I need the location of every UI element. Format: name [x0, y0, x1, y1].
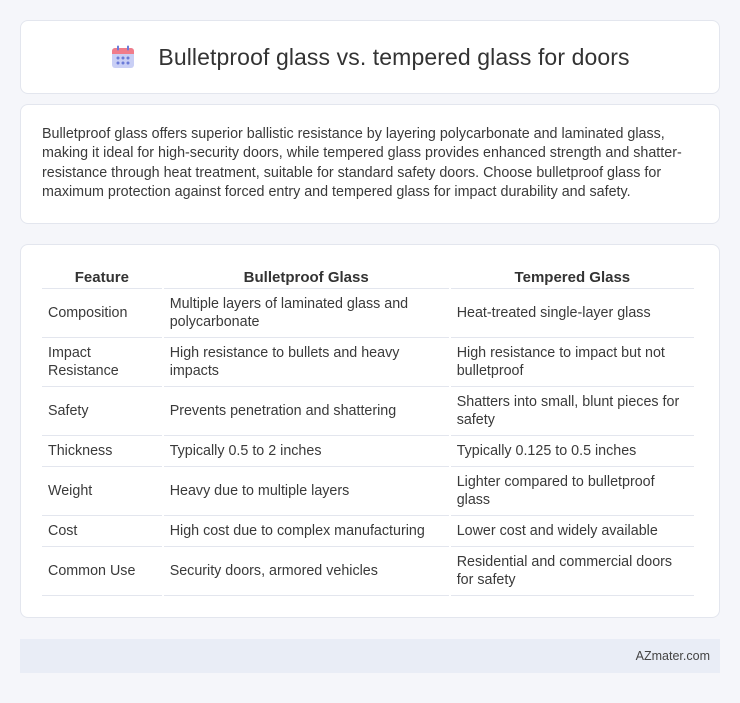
- title-card: [20, 20, 720, 94]
- table-row: [42, 547, 694, 596]
- cell-bulletproof: Heavy due to multiple layers: [164, 467, 449, 516]
- cell-feature: Safety: [42, 387, 162, 436]
- header-tempered-glass: Tempered Glass: [451, 265, 694, 289]
- table-row: [42, 387, 694, 436]
- table-header-row: [42, 265, 694, 289]
- summary-card: [20, 104, 720, 224]
- cell-feature: Common Use: [42, 547, 162, 596]
- cell-tempered: Residential and commercial doors for safety: [451, 547, 694, 596]
- cell-feature: Composition: [42, 289, 162, 338]
- page-title: Bulletproof glass vs. tempered glass for doors: [158, 43, 630, 70]
- cell-feature: Impact Resistance: [42, 338, 162, 387]
- cell-feature: Thickness: [42, 436, 162, 467]
- cell-feature: Cost: [42, 516, 162, 547]
- cell-tempered: High resistance to impact but not bulletproof: [451, 338, 694, 387]
- cell-bulletproof: High cost due to complex manufacturing: [164, 516, 449, 547]
- table-row: [42, 467, 694, 516]
- table-row: [42, 516, 694, 547]
- cell-bulletproof: Security doors, armored vehicles: [164, 547, 449, 596]
- cell-bulletproof: Multiple layers of laminated glass and polycarbonate: [164, 289, 449, 338]
- summary-text: Bulletproof glass offers superior ballistic resistance by layering polycarbonate and laminated glass, making it ideal for high-security doors, while tempered glass provides enhanced strength and shatter-resistance through heat treatment, suitable for standard safety doors. Choose bulletproof glass for maximum protection against forced entry and tempered glass for impact durability and safety.: [42, 126, 682, 200]
- cell-tempered: Shatters into small, blunt pieces for safety: [451, 387, 694, 436]
- cell-bulletproof: Prevents penetration and shattering: [164, 387, 449, 436]
- comparison-table-card: [20, 244, 720, 618]
- header-bulletproof-glass: Bulletproof Glass: [164, 265, 449, 289]
- cell-bulletproof: Typically 0.5 to 2 inches: [164, 436, 449, 467]
- header-feature: Feature: [42, 265, 162, 289]
- table-row: [42, 289, 694, 338]
- footer-bar: [20, 639, 720, 673]
- cell-bulletproof: High resistance to bullets and heavy impacts: [164, 338, 449, 387]
- cell-tempered: Lighter compared to bulletproof glass: [451, 467, 694, 516]
- cell-feature: Weight: [42, 467, 162, 516]
- footer-brand: AZmater.com: [635, 649, 710, 663]
- comparison-table: [40, 265, 696, 596]
- calendar-icon: [110, 44, 136, 70]
- table-row: [42, 436, 694, 467]
- cell-tempered: Typically 0.125 to 0.5 inches: [451, 436, 694, 467]
- table-row: [42, 338, 694, 387]
- cell-tempered: Heat-treated single-layer glass: [451, 289, 694, 338]
- cell-tempered: Lower cost and widely available: [451, 516, 694, 547]
